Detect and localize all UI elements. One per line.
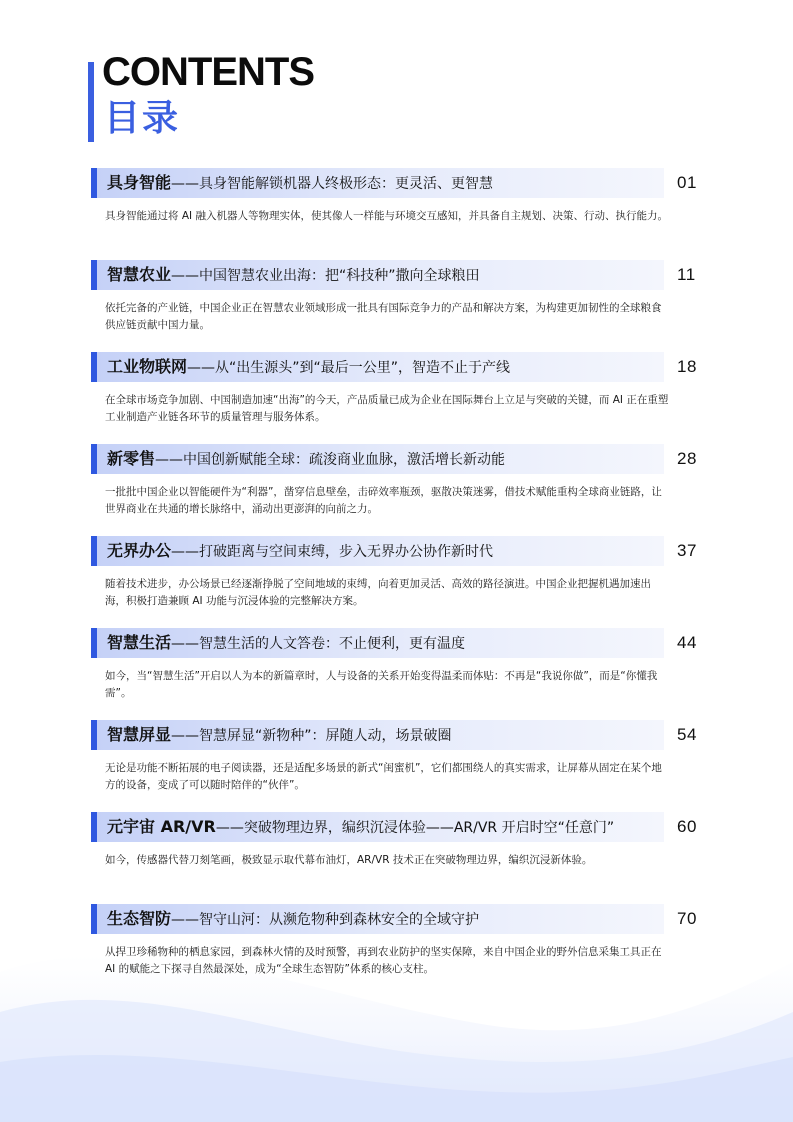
entry-page-number: 18 xyxy=(677,357,697,376)
entry-main-title: 元宇宙 AR/VR xyxy=(107,817,216,836)
entry-description: 在全球市场竞争加剧、中国制造加速“出海”的今天，产品质量已成为企业在国际舞台上立足与突破的关键，而 AI 正在重塑工业制造产业链各环节的质量管理与服务体系。 xyxy=(105,394,669,423)
entry-subtitle: ——智慧屏显“新物种”：屏随人动，场景破圈 xyxy=(171,728,452,744)
title-accent-bar xyxy=(88,62,94,142)
entry-page-number: 60 xyxy=(677,817,697,836)
entry-page-number: 54 xyxy=(677,725,697,744)
entry-main-title: 新零售 xyxy=(107,449,156,468)
entry-subtitle: ——智慧生活的人文答卷：不止便利，更有温度 xyxy=(171,636,466,652)
page-title-zh: 目录 xyxy=(104,98,181,139)
page-title-en: CONTENTS xyxy=(102,50,314,94)
entry-main-title: 无界办公 xyxy=(107,541,172,560)
entry-subtitle: ——中国智慧农业出海：把“科技种”撒向全球粮田 xyxy=(171,268,480,284)
entry-main-title: 智慧屏显 xyxy=(107,725,172,744)
entry-title xyxy=(107,812,614,842)
entry-description: 如今，当“智慧生活”开启以人为本的新篇章时，人与设备的关系开始变得温柔而体贴：不再是“我说你做”，而是“你懂我需”。 xyxy=(105,670,658,699)
entry-page-number: 70 xyxy=(677,909,697,928)
entry-title xyxy=(107,352,510,382)
entry-subtitle: ——智守山河：从濒危物种到森林安全的全域守护 xyxy=(171,912,480,928)
entry-description: 具身智能通过将 AI 融入机器人等物理实体，使其像人一样能与环境交互感知，并具备自主规划、决策、行动、执行能力。 xyxy=(105,210,668,222)
entry-description: 无论是功能不断拓展的电子阅读器，还是适配多场景的新式“闺蜜机”，它们都围绕人的真实需求，让屏幕从固定在某个地方的设备，变成了可以随时陪伴的“伙伴”。 xyxy=(105,762,662,791)
entry-title xyxy=(107,628,465,658)
entry-title xyxy=(107,536,493,566)
entry-description: 一批批中国企业以智能硬件为“利器”，凿穿信息壁垒，击碎效率瓶颈，驱散决策迷雾，借技术赋能重构全球商业链路，让世界商业在共通的增长脉络中，涌动出更澎湃的向前之力。 xyxy=(105,486,662,515)
entry-description: 如今，传感器代替刀刻笔画，极致显示取代幕布油灯，AR/VR 技术正在突破物理边界，编织沉浸新体验。 xyxy=(105,854,593,866)
entry-page-number: 11 xyxy=(677,265,696,284)
entry-main-title: 具身智能 xyxy=(107,173,172,192)
entry-main-title: 工业物联网 xyxy=(107,357,188,376)
entry-main-title: 生态智防 xyxy=(107,909,172,928)
entry-main-title: 智慧农业 xyxy=(107,265,172,284)
entry-description: 随着技术进步，办公场景已经逐渐挣脱了空间地域的束缚，向着更加灵活、高效的路径演进。中国企业把握机遇加速出海，积极打造兼顾 AI 功能与沉浸体验的完整解决方案。 xyxy=(105,578,651,607)
entry-page-number: 28 xyxy=(677,449,697,468)
entry-title xyxy=(107,168,493,198)
entry-description: 从捍卫珍稀物种的栖息家园，到森林火情的及时预警，再到农业防护的坚实保障，来自中国企业的野外信息采集工具正在 AI 的赋能之下探寻自然最深处，成为“全球生态智防”体系的核心支柱。 xyxy=(105,946,662,975)
entry-title xyxy=(107,904,479,934)
entry-title xyxy=(107,720,452,750)
entry-page-number: 01 xyxy=(677,173,697,192)
entry-page-number: 44 xyxy=(677,633,697,652)
entry-subtitle: ——具身智能解锁机器人终极形态：更灵活、更智慧 xyxy=(171,176,494,192)
entry-subtitle: ——打破距离与空间束缚，步入无界办公协作新时代 xyxy=(171,544,494,560)
entry-main-title: 智慧生活 xyxy=(107,633,172,652)
entry-description: 依托完备的产业链，中国企业正在智慧农业领域形成一批具有国际竞争力的产品和解决方案，为构建更加韧性的全球粮食供应链贡献中国力量。 xyxy=(105,302,662,331)
entry-subtitle: ——中国创新赋能全球：疏浚商业血脉，激活增长新动能 xyxy=(155,452,506,468)
entry-page-number: 37 xyxy=(677,541,697,560)
entry-title xyxy=(107,260,480,290)
entry-subtitle: ——从“出生源头”到“最后一公里”，智造不止于产线 xyxy=(187,360,511,376)
entry-subtitle: ——突破物理边界，编织沉浸体验——AR/VR 开启时空“任意门” xyxy=(215,820,615,836)
entry-title xyxy=(107,444,505,474)
